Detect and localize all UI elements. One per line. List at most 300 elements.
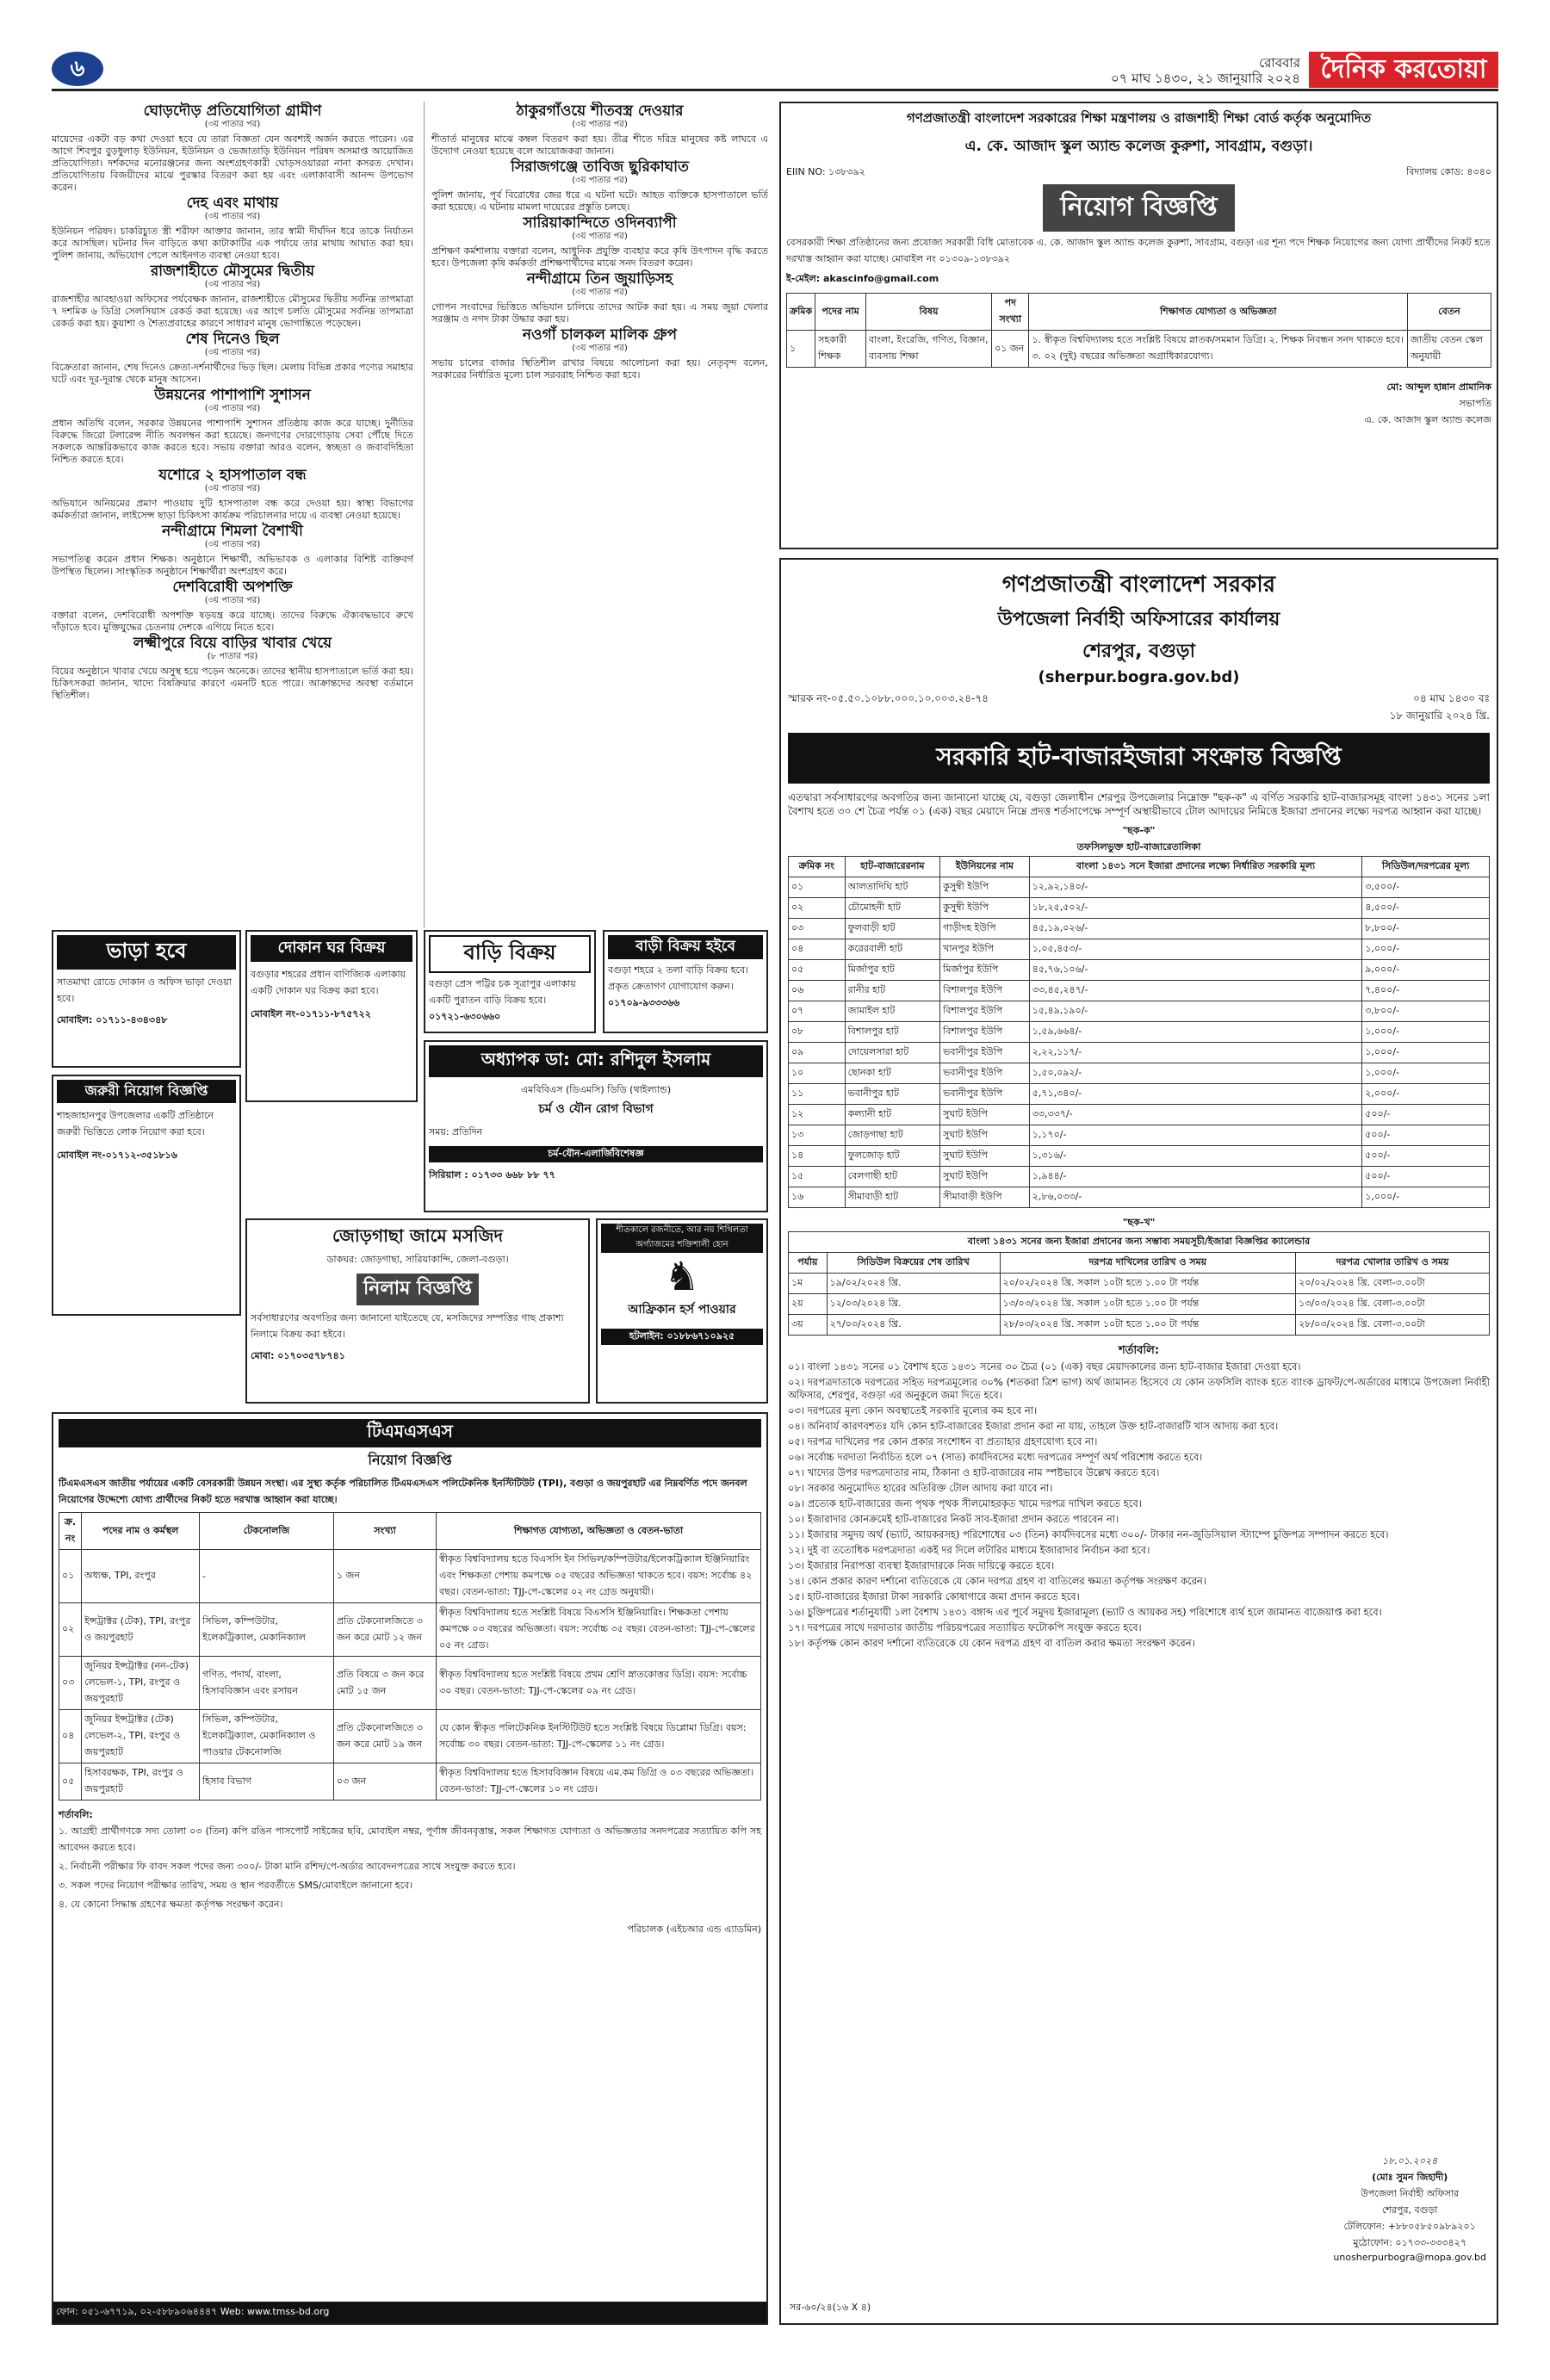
school-ad-body: বেসরকারী শিক্ষা প্রতিষ্ঠানের জন্য প্রযোজ্য সরকারী বিধি মোতাবেক এ. কে. আজাদ স্কুল অ্যান্ড কলেজ কুরুশা, সাবগ্রাম, বগুড়া এর শূন্য পদে শিক্ষক নিয়োগের জন্য যোগ্য প্রার্থীদের নিকট হতে দরখাস্ত আহ্বান করা যাচ্ছে। মোবাইল নং ০১৩০৯-১৩৮৩৯২	[786, 237, 1491, 264]
table-header-cell: শিক্ষাগত যোগ্যতা ও অভিজ্ঞতা	[1029, 294, 1408, 331]
ad-doctor	[424, 1040, 768, 1212]
uno-memo: স্মারক নং-০৫.৫০.১০৮৮.০০০.১০.০০৩.২৪-৭৪	[788, 692, 989, 704]
table-cell: ১	[787, 331, 815, 368]
table-header-cell: সংখ্যা	[333, 1513, 436, 1550]
table-cell: ১৩	[789, 1125, 846, 1146]
table-header-cell: ক্রমিক নং	[789, 857, 846, 877]
table-header-cell: বেতন	[1407, 294, 1491, 331]
table-cell: ১,০০০/-	[1362, 1063, 1490, 1084]
tmss-title: টিএমএসএস	[59, 1419, 761, 1447]
news-article	[52, 637, 413, 702]
news-title: রাজশাহীতে মৌসুমের দ্বিতীয়	[150, 263, 315, 280]
table-cell: ৫০০/-	[1362, 1167, 1490, 1187]
table-row	[789, 877, 1490, 898]
table-cell: ১,৩১৬/-	[1029, 1146, 1362, 1167]
school-table	[786, 293, 1491, 368]
news-subtitle: (৩য় পাতার পর)	[204, 280, 261, 289]
doctor-degree: এমবিবিএস (ডিএমসি) ডিডি (থাইল্যান্ড)	[520, 1084, 672, 1095]
ad-bari2-body: বগুড়া শহরে ২ তলা বাড়ি বিক্রয় হবে। প্রকৃত ক্রেতাগণ যোগাযোগ করুন।	[608, 964, 748, 992]
table-cell: প্রতি টেকনোলজিতে ৩ জন করে মোট ১৯ জন	[333, 1710, 436, 1763]
table-row	[789, 1084, 1490, 1105]
news-title: ঘোড়দৌড় প্রতিযোগিতা গ্রামীণ	[143, 102, 322, 120]
table-cell: ১,০০০/-	[1362, 939, 1490, 960]
news-body: সভাপতিত্ব করেন প্রধান শিক্ষক। অনুষ্ঠানে শিক্ষার্থী, অভিভাবক ও এলাকার বিশিষ্ট ব্যক্তিবর্গ উপস্থিত ছিলেন। সাংস্কৃতিক অনুষ্ঠানে শিক্ষার্থীরা অংশগ্রহণ করে।	[52, 554, 413, 577]
condition-item: ১৪। কোন প্রকার কারণ দর্শানো ব্যতিরেকে যে কোন দরপত্র গ্রহণ বা বাতিলের ক্ষমতা কর্তৃপক্ষ সংরক্ষণ করেন।	[788, 1575, 1206, 1587]
news-title: সারিয়াকান্দিতে ওদিনব্যাপী	[523, 214, 677, 232]
condition-item: ১৭। দরপত্রের সাথে দরদাতার জাতীয় পরিচয়পত্রের সত্যায়িত ফটোকপি সংযুক্ত করতে হবে।	[788, 1621, 1142, 1633]
table-row	[789, 1167, 1490, 1187]
uno-l1: গণপ্রজাতন্ত্রী বাংলাদেশ সরকার	[1001, 572, 1276, 598]
news-subtitle: (৩য় পাতার পর)	[204, 120, 261, 129]
header-date-text: ০৭ মাঘ ১৪৩০, ২১ জানুয়ারি ২০২৪	[1111, 71, 1300, 86]
table-cell: ১৫	[789, 1167, 846, 1187]
table-cell: সুঘাট ইউপি	[940, 1125, 1030, 1146]
news-body: প্রধান অতিথি বলেন, সরকার উন্নয়নের পাশাপাশি সুশাসন প্রতিষ্ঠায় কাজ করে যাচ্ছে। দুর্নীতির বিরুদ্ধে জিরো টলারেন্স নীতি অবলম্বন করা হয়েছে। জনগণের দোরগোড়ায় সেবা পৌঁছে দিতে সকলকে আন্তরিকভাবে কাজ করতে হবে। সভায় বক্তারা আরও বলেন, স্বচ্ছতা ও জবাবদিহিতা নিশ্চিত করতে হবে।	[52, 418, 413, 465]
tmss-sub: নিয়োগ বিজ্ঞপ্তি	[368, 1452, 452, 1468]
news-title: নওগাঁ চালকল মালিক গ্রুপ	[522, 326, 678, 344]
uno-ad	[779, 558, 1498, 2325]
condition-item: ০১। বাংলা ১৪৩১ সনের ০১ বৈশাখ হতে ১৪৩১ সনের ৩০ চৈত্র (০১ (এক) বছর মেয়াদকালের জন্য হাট-বাজার ইজারা দেওয়া হবে।	[788, 1360, 1301, 1373]
table-cell: সহকারী শিক্ষক	[815, 331, 866, 368]
uno-tableB	[788, 1231, 1490, 1336]
table-cell: ৩৩,৪৫,২৪৭/-	[1029, 981, 1362, 1001]
auction-sub: নিলাম বিজ্ঞপ্তি	[356, 1274, 479, 1305]
table-cell: ২,২২,১১৭/-	[1029, 1043, 1362, 1063]
auction-body: সর্বসাধারণের অবগতির জন্য জানানো যাইতেছে যে, মসজিদের সম্পত্তির গাছ প্রকাশ্য নিলামে বিক্রয় করা হইবে।	[251, 1312, 564, 1340]
uno-signer-role: উপজেলা নির্বাহী অফিসার	[1361, 2188, 1460, 2199]
news-body: বিয়ের অনুষ্ঠানে খাবার খেয়ে অসুস্থ হয়ে পড়েন অনেকে। তাদের স্থানীয় হাসপাতালে ভর্তি করা হয়। চিকিৎসকরা জানান, খাদ্যে বিষক্রিয়ার কারণে এমনটি হতে পারে। আক্রান্তদের অবস্থা বর্তমানে স্থিতিশীল।	[52, 666, 413, 701]
table-cell: অধ্যক্ষ, TPI, রংপুর	[82, 1550, 200, 1603]
table-cell: ২০/০২/২০২৪ খ্রি. বেলা-৩.০০টা	[1296, 1274, 1490, 1294]
tmss-ad	[52, 1412, 768, 2325]
table-cell: জাতীয় বেতন স্কেল অনুযায়ী	[1407, 331, 1491, 368]
news-col-1	[52, 102, 413, 928]
uno-conditions	[788, 1360, 1490, 1650]
news-article	[52, 469, 413, 522]
table-cell: ২,৮৬,০৩৩/-	[1029, 1187, 1362, 1208]
ad-jorurii-phone: মোবাইল নং-০১৭১২-৩৫১৮১৬	[57, 1150, 177, 1161]
table-row	[59, 1763, 761, 1800]
table-row	[789, 1294, 1490, 1315]
ad-bari2-phone: ০১৭০৯-৯৩৩৩৬৬	[608, 997, 680, 1008]
news-subtitle: (৩য় পাতার পর)	[204, 484, 261, 493]
ad-jorurii	[52, 1075, 241, 1316]
table-cell: ০৩	[789, 919, 846, 939]
tmss-conditions	[59, 1824, 761, 1913]
ad-dokan-phone: মোবাইল নং-০১৭১১-৮৭৫৭২২	[251, 1008, 371, 1020]
table-cell: ২৭/০৩/২০২৪ খ্রি.	[827, 1315, 1000, 1336]
table-cell: ১৫,৪৯,১৯০/-	[1029, 1001, 1362, 1022]
ad-bari-bikroy-2	[603, 930, 768, 1033]
school-signer-role: সভাপতি	[1459, 398, 1491, 409]
table-row	[789, 919, 1490, 939]
uno-signer-place: শেরপুর, বগুড়া	[1381, 2204, 1438, 2216]
table-cell: ১ জন	[333, 1550, 436, 1603]
tmss-signer: পরিচালক (এইচআর এন্ড এ্যাডমিন)	[627, 1924, 761, 1935]
table-row	[789, 1125, 1490, 1146]
table-header-cell: হাট-বাজারেরনাম	[845, 857, 940, 877]
table-cell: ০৫	[789, 960, 846, 981]
tmss-footer: ফোন: ০৫১-৬৭৭১৯, ০২-৫৮৮৯০৬৪৪৪৭ Web: www.tmss-bd.org	[53, 2302, 766, 2323]
table-cell: সিভিল, কম্পিউটার, ইলেকট্রিক্যাল, মেকানিক্যাল	[200, 1603, 334, 1657]
table-cell: ০১	[789, 877, 846, 898]
table-cell: -	[200, 1550, 334, 1603]
uno-l4: (sherpur.bogra.gov.bd)	[1038, 668, 1240, 686]
table-cell: ১,৫০,০৯২/-	[1029, 1063, 1362, 1084]
table-cell: জুনিয়র ইন্সট্রাক্টর (নন-টেক) লেভেল-১, TPI, রংপুর ও জয়পুরহাট	[82, 1657, 200, 1710]
table-row	[59, 1603, 761, 1657]
news-list-a	[52, 102, 413, 702]
horse-icon: ♞	[664, 1253, 700, 1299]
table-cell: ১,১৭০/-	[1029, 1125, 1362, 1146]
table-header-cell: বিষয়	[865, 294, 991, 331]
condition-item: ১৬। চুক্তিপত্রের শর্তানুযায়ী ১লা বৈশাখ ১৪৩১ বঙ্গাব্দ এর পূর্বে সমুদয় ইজারামূল্য (ভ্যাট ও আয়কর সহ) পরিশোধে ব্যর্থ হলে জামানত বাজেয়াপ্ত করা হবে।	[788, 1606, 1382, 1618]
news-title: ঠাকুরগাঁওয়ে শীতবস্ত্র দেওয়ার	[516, 102, 684, 120]
news-subtitle: (৩য় পাতার পর)	[204, 596, 261, 605]
table-cell: ভবানীপুর হাট	[845, 1084, 940, 1105]
table-cell: ৩য়	[789, 1315, 828, 1336]
table-row	[789, 898, 1490, 919]
table-cell: ০৩ জন	[333, 1763, 436, 1800]
condition-item: ১৫। হাট-বাজারের ইজারা টাকা সরকারি কোষাগারে জমা প্রদান করতে হবে।	[788, 1590, 1080, 1602]
table-cell: ১২/০৩/২০২৪ খ্রি.	[827, 1294, 1000, 1315]
table-cell: সীমাবাড়ী হাট	[845, 1187, 940, 1208]
table-cell: বিশালপুর ইউপি	[940, 1001, 1030, 1022]
school-ad-title: নিয়োগ বিজ্ঞপ্তি	[1043, 184, 1234, 232]
table-row	[59, 1710, 761, 1763]
table-cell: বিশালপুর হাট	[845, 1022, 940, 1043]
table-cell: ৭,৪০০/-	[1362, 981, 1490, 1001]
news-body: বিক্রেতারা জানান, শেষ দিনেও ক্রেতা-দর্শনার্থীদের ভিড় ছিল। মেলায় বিভিন্ন প্রকার পণ্যের সমাহার ঘটে এবং দূর-দূরান্ত থেকে মানুষ আসেন।	[52, 362, 413, 385]
news-title: দেহ এবং মাথায়	[186, 195, 279, 212]
table-cell: মির্জাপুর হাট	[845, 960, 940, 981]
school-signer-org: এ. কে. আজাদ স্কুল অ্যান্ড কলেজ	[1364, 414, 1491, 425]
table-cell: জোড়গাছা হাট	[845, 1125, 940, 1146]
news-article	[52, 333, 413, 386]
school-table-head	[787, 294, 1491, 331]
table-cell: সিভিল, কম্পিউটার, ইলেকট্রিক্যাল, মেকানিক্যাল ও পাওয়ার টেকনোলজি	[200, 1710, 334, 1763]
ad-horse	[596, 1218, 768, 1404]
page-header	[52, 52, 1498, 91]
table-cell: খানপুর ইউপি	[940, 939, 1030, 960]
table-cell: প্রতি বিষয়ে ৩ জন করে মোট ১৫ জন	[333, 1657, 436, 1710]
news-article	[52, 265, 413, 330]
page-number: ৬	[52, 52, 103, 86]
condition-item: ০৭। খাদ্যের উপর দরপত্রদাতার নাম, ঠিকানা ও হাট-বাজারের নাম স্পষ্টভাবে উল্লেখ করতে হবে।	[788, 1466, 1160, 1478]
news-article	[52, 389, 413, 466]
table-header-cell: পদের নাম ও কর্মস্থল	[82, 1513, 200, 1550]
table-cell: ১ম	[789, 1274, 828, 1294]
auction-title: জোড়গাছা জামে মসজিদ	[332, 1225, 504, 1246]
condition-item: ১১। ইজারার সমুদয় অর্থ (ভ্যাট, আয়করসহ) পরিশোধের ০৩ (তিন) কার্যদিবসের মধ্যে ৩০০/- টাকার নন-জুডিসিয়াল স্ট্যাম্পে চুক্তিপত্র সম্পাদন করতে হবে।	[788, 1528, 1389, 1540]
table-row	[789, 1146, 1490, 1167]
news-article	[52, 581, 413, 634]
table-cell: ০২	[789, 898, 846, 919]
ad-dokan-body: বগুড়ার শহরের প্রধান বাণিজ্যিক এলাকায় একটি দোকান ঘর বিক্রয় করা হবে।	[251, 969, 406, 996]
news-body: শীতার্ত মানুষের মাঝে কম্বল বিতরণ করা হয়। তীব্র শীতে দরিদ্র মানুষের কষ্ট লাঘবে এ উদ্যোগ নেওয়া হয়েছে বলে আয়োজকরা জানান।	[431, 133, 768, 157]
table-cell: ইন্সট্রাক্টর (টেক), TPI, রংপুর ও জয়পুরহাট	[82, 1603, 200, 1657]
news-article	[431, 326, 768, 381]
news-article	[431, 158, 768, 214]
table-cell: বিশালপুর ইউপি	[940, 981, 1030, 1001]
condition-item: ০৫। দরপত্র দাখিলের পর কোন প্রকার সংশোধন বা প্রত্যাহার গ্রহণযোগ্য হবে না।	[788, 1435, 1098, 1447]
table-cell: ভবানীপুর ইউপি	[940, 1084, 1030, 1105]
table-cell: ১০	[789, 1063, 846, 1084]
table-header-cell: পদের নাম	[815, 294, 866, 331]
table-cell: ৩,৫০০/-	[1362, 877, 1490, 898]
table-header-cell: সিডিউল বিক্রয়ের শেষ তারিখ	[827, 1253, 1000, 1274]
school-signer-name: মো: আব্দুল হান্নান প্রামানিক	[1386, 381, 1491, 393]
uno-intro: এতদ্বারা সর্বসাধারণের অবগতির জন্য জানানো যাচ্ছে যে, বগুড়া জেলাধীন শেরপুর উপজেলার নিম্নোক্ত "ছক-ক" এ বর্ণিত সরকারি হাট-বাজারসমূহ বাংলা ১৪৩১ সনের ১লা বৈশাখ হতে ৩০ শে চৈত্র পর্যন্ত ০১ (এক) বছর মেয়াদে নিম্নে প্রদত্ত শর্তসাপেক্ষে সম্পূর্ণ অস্থায়ীভাবে টোল আদায়ের নিমিত্তে ইজারা প্রদানের লক্ষ্যে দরপত্র আহ্বান করা যাচ্ছে।	[788, 791, 1490, 817]
uno-tableA-head	[789, 857, 1490, 877]
uno-dates	[1390, 691, 1490, 726]
news-article	[52, 525, 413, 578]
table-cell: জামাইল হাট	[845, 1001, 940, 1022]
table-cell: বিশালপুর ইউপি	[940, 1022, 1030, 1043]
news-subtitle: (৩য় পাতার পর)	[204, 212, 261, 221]
table-cell: বাংলা, ইংরেজি, গণিত, বিজ্ঞান, ব্যবসায় শিক্ষা	[865, 331, 991, 368]
table-header-cell: সিডিউল/দরপত্রের মূল্য	[1362, 857, 1490, 877]
table-cell: ১,৯৪৪/-	[1029, 1167, 1362, 1187]
tmss-table	[59, 1512, 761, 1800]
horse-title: আফ্রিকান হর্স পাওয়ার	[628, 1303, 736, 1317]
table-cell: প্রতি টেকনোলজিতে ৩ জন করে মোট ১২ জন	[333, 1603, 436, 1657]
table-cell: ৮,৮০০/-	[1362, 919, 1490, 939]
table-cell: আলতাদিঘি হাট	[845, 877, 940, 898]
table-cell: ০৩	[59, 1657, 82, 1710]
condition-item: ১২। দুই বা ততোধিক দরপত্রদাতা একই দর দিলে লটারির মাধ্যমে ইজারাদার নির্বাচন করা হবে।	[788, 1544, 1150, 1556]
news-article	[52, 197, 413, 262]
news-body: অভিযানে অনিয়মের প্রমাণ পাওয়ায় দুটি হাসপাতাল বন্ধ করে দেওয়া হয়। স্বাস্থ্য বিভাগের কর্মকর্তারা জানান, লাইসেন্স ছাড়া চিকিৎসা কার্যক্রম পরিচালনার দায়ে এ ব্যবস্থা নেওয়া হয়েছে।	[52, 498, 413, 521]
news-subtitle: (৩য় পাতার পর)	[572, 176, 628, 185]
table-cell: ৪৫,৭৬,১০৬/-	[1029, 960, 1362, 981]
table-cell: স্বীকৃত বিশ্ববিদ্যালয় হতে হিসাববিজ্ঞান বিষয়ে এম.কম ডিগ্রি ও ০৩ বছরের অভিজ্ঞতা। বেতন-ভাতা: TJJ-পে-স্কেলের ১০ নং গ্রেড।	[437, 1763, 761, 1800]
table-cell: করেরবালী হাট	[845, 939, 940, 960]
news-body: ইউনিয়ন পরিষদ। চাকরিচ্যুত স্ত্রী শরীফা আক্তার জানান, তার স্বামী দীর্ঘদিন ধরে তাকে নির্যাতন করে আসছিল। ঘটনার দিন বাড়িতে কথা কাটাকাটির এক পর্যায়ে তার মাথায় আঘাত করা হয়। পুলিশ জানায়, অভিযোগ পেলে আইনগত ব্যবস্থা নেওয়া হবে।	[52, 226, 413, 261]
table-cell: ছোনকা হাট	[845, 1063, 940, 1084]
table-row	[789, 960, 1490, 981]
school-ad	[779, 102, 1498, 549]
table-row	[789, 1063, 1490, 1084]
doctor-phone: সিরিয়াল : ০১৭৩৩ ৬৬৮ ৮৮ ৭৭	[429, 1169, 555, 1181]
table-cell: সুঘাট ইউপি	[940, 1167, 1030, 1187]
horse-phone: হটলাইন: ০১৮৮৬৭১০৯২৫	[601, 1329, 763, 1345]
table-cell: ১১	[789, 1084, 846, 1105]
school-signer	[786, 380, 1491, 429]
news-article	[52, 102, 413, 194]
doctor-spec: চর্ম-যৌন-এলার্জিবিশেষজ্ঞ	[429, 1146, 763, 1162]
school-eiin: EIIN NO: ১৩৮৩৯২	[786, 166, 865, 177]
table-cell: জুনিয়র ইন্সট্রাক্টর (টেক) লেভেল-২, TPI, রংপুর ও জয়পুরহাট	[82, 1710, 200, 1763]
table-row	[789, 1043, 1490, 1063]
table-cell: ১৮,২৫,৫০২/-	[1029, 898, 1362, 919]
ad-vara	[52, 930, 241, 1068]
school-title-wrap	[786, 184, 1491, 232]
uno-mobile: মুঠোফোন: ০১৭৩৩-৩৩৩৪২৭	[1353, 2237, 1467, 2248]
table-cell: ২০/০২/২০২৪ খ্রি. সকাল ১০টা হতে ১.০০ টা পর্যন্ত	[1000, 1274, 1296, 1294]
table-cell: ৪,৫০০/-	[1362, 898, 1490, 919]
condition-item: ০৪। অনিবার্য কারণবশতঃ যদি কোন হাট-বাজারের ইজারা প্রদান করা না যায়, তাহলে উক্ত হাট-বাজারটি খাস আদায় করা হবে।	[788, 1420, 1279, 1432]
table-cell: ০৪	[789, 939, 846, 960]
news-article	[431, 270, 768, 325]
uno-signer	[1333, 2154, 1486, 2263]
table-cell: বেলগাছী হাট	[845, 1167, 940, 1187]
news-subtitle: (৩য় পাতার পর)	[572, 120, 628, 129]
uno-ref: সর-৬০/২৪(১৬ X ৪)	[790, 2302, 871, 2313]
table-cell: ১,৫৯,৬৬৪/-	[1029, 1022, 1362, 1043]
school-ad-top: গণপ্রজাতন্ত্রী বাংলাদেশ সরকারের শিক্ষা মন্ত্রণালয় ও রাজশাহী শিক্ষা বোর্ড কর্তৃক অনুমোদিত	[906, 110, 1372, 126]
uno-date1: ০৪ মাঘ ১৪৩০ বঃ	[1413, 692, 1490, 704]
news-subtitle: (৩য় পাতার পর)	[204, 540, 261, 549]
news-article	[431, 214, 768, 270]
news-body: বক্তারা বলেন, দেশবিরোধী অপশক্তি ষড়যন্ত্র করে যাচ্ছে। তাদের বিরুদ্ধে ঐক্যবদ্ধভাবে রুখে দাঁড়াতে হবে। মুক্তিযুদ্ধের চেতনায় দেশকে এগিয়ে নিতে হবে।	[52, 610, 413, 633]
news-title: উন্নয়নের পাশাপাশি সুশাসন	[154, 387, 311, 404]
table-cell: ০৮	[789, 1022, 846, 1043]
table-cell: ৫,৭১,৩৪০/-	[1029, 1084, 1362, 1105]
uno-sign-date: ১৮.০১.২০২৪	[1382, 2155, 1438, 2166]
table-cell: ৩,৮০০/-	[1362, 1001, 1490, 1022]
auction-sub-wrap	[251, 1274, 585, 1305]
table-row	[789, 981, 1490, 1001]
table-cell: সুঘাট ইউপি	[940, 1105, 1030, 1125]
table-cell: হিসাব বিভাগ	[200, 1763, 334, 1800]
table-cell: ফুলজোড় হাট	[845, 1146, 940, 1167]
condition-item: ২. নির্বাচনী পরীক্ষার ফি বাবদ সকল পদের জন্য ৩০০/- টাকা মানি রশিদ/পে-অর্ডার আবেদনপত্রের সাথে সংযুক্ত করতে হবে।	[59, 1861, 516, 1872]
condition-item: ০৬। সর্বোচ্চ দরদাতা নির্বাচিত হলে ০৭ (সাত) কার্যদিবসের মধ্যে দরপত্রের সম্পূর্ণ অর্থ পরিশোধ করতে হবে।	[788, 1451, 1203, 1463]
ad-bari-phone: ০১৭২১-৬৩০৬৬০	[429, 1011, 501, 1022]
school-table-row	[787, 331, 1491, 368]
table-cell: ০৯	[789, 1043, 846, 1063]
table-cell: রানীর হাট	[845, 981, 940, 1001]
news-title: সিরাজগঞ্জে তাবিজ ছুরিকাঘাত	[511, 158, 689, 176]
ad-bari-body: বগুড়া প্রেস পট্টির চক সূত্রাপুর এলাকায় একটি পুরাতন বাড়ি বিক্রয় হবে।	[429, 978, 576, 1006]
tmss-table-body	[59, 1550, 761, 1800]
school-name: এ. কে. আজাদ স্কুল অ্যান্ড কলেজ কুরুশা, সাবগ্রাম, বগুড়া।	[964, 138, 1313, 155]
table-cell: ২য়	[789, 1294, 828, 1315]
uno-email: unosherpurbogra@mopa.gov.bd	[1333, 2252, 1486, 2263]
condition-item: ১. আগ্রহী প্রার্থীগণকে সদ্য তোলা ০৩ (তিন) কপি রঙিন পাসপোর্ট সাইজের ছবি, মোবাইল নম্বর, পূর্ণাঙ্গ জীবনবৃত্তান্ত, সকল শিক্ষাগত যোগ্যতা ও অভিজ্ঞতার সনদপত্রের সত্যায়িত কপি সহ আবেদন করতে হবে।	[59, 1825, 761, 1853]
condition-item: ৪. যে কোনো সিদ্ধান্ত গ্রহণের ক্ষমতা কর্তৃপক্ষ সংরক্ষণ করেন।	[59, 1899, 283, 1910]
news-title: নন্দীগ্রামে তিন জুয়াড়িসহ	[526, 270, 673, 288]
table-header-cell: শিক্ষাগত যোগ্যতা, অভিজ্ঞতা ও বেতন-ভাতা	[437, 1513, 761, 1550]
table-cell: গণিত, পদার্থ, বাংলা, হিসাববিজ্ঞান এবং রসায়ন	[200, 1657, 334, 1710]
table-cell: ১৯/০২/২০২৪ খ্রি.	[827, 1274, 1000, 1294]
table-cell: দোয়েলসারা হাট	[845, 1043, 940, 1063]
table-row	[789, 1105, 1490, 1125]
school-ad-email: ই-মেইল: akascinfo@gmail.com	[786, 273, 939, 284]
news-body: মায়েদের একটা বড় কথা দেওয়া হবে যে তারা বিজ্ঞতা যেন অবশ্যই অর্জন করতে পারেন। এর আগে শিবপুর বুড়ধুলাড় ইউনিয়ন, ইউনিয়ন ও ভেজাতাড়ি ইউনিয়ন পরিষদ অসমাপ্ত আয়োজিত প্রতিযোগিতা। দর্শকদের মনোরঞ্জনের জন্য অংশগ্রহণকারী ঘোড়সওয়াররা নানা কসরত দেখান। প্রতিযোগিতায় বিজয়ীদের মাঝে পুরস্কার বিতরণ করা হয় এবং এলাকাবাসী আনন্দ উপভোগ করেন।	[52, 133, 413, 193]
table-cell: ১৬	[789, 1187, 846, 1208]
ad-jorurii-body: শাহজাহানপুর উপজেলার একটি প্রতিষ্ঠানে জরুরী ভিত্তিতে লোক নিয়োগ করা হবে।	[57, 1110, 214, 1137]
table-cell: ভবানীপুর ইউপি	[940, 1043, 1030, 1063]
uno-tableA-title: "ছক-ক"	[1122, 825, 1156, 836]
auction-loc: ডাকঘর: জোড়গাছা, সারিয়াকান্দি, জেলা-বগুড়া।	[326, 1254, 509, 1265]
table-cell: ৪৫,১৯,০২৬/-	[1029, 919, 1362, 939]
table-cell: ০২	[59, 1603, 82, 1657]
uno-tableB-body	[789, 1274, 1490, 1336]
table-cell: ১,০০০/-	[1362, 1043, 1490, 1063]
condition-item: ০২। দরপত্রদাতাকে দরপত্রের সহিত দরপত্রমূল্যের ৩০% (শতকরা ত্রিশ ভাগ) অর্থ জামানত হিসেবে যে কোন তফসিলি ব্যাংক হতে ব্যাংক ড্রাফট/পে-অর্ডারের মাধ্যমে উপজেলা নির্বাহী অফিসার, শেরপুর, বগুড়া এর অনুকূলে জমা দিতে হবে।	[788, 1376, 1490, 1401]
table-cell: ২৮/০৩/২০২৪ খ্রি. সকাল ১০টা হতে ১.০০ টা পর্যন্ত	[1000, 1315, 1296, 1336]
header-day: রোববার	[1259, 55, 1300, 71]
news-title: শেষ দিনেও ছিল	[185, 331, 280, 348]
news-title: লক্ষ্মীপুরে বিয়ে বাড়ির খাবার খেয়ে	[133, 635, 332, 652]
news-title: নন্দীগ্রামে শিমলা বৈশাখী	[162, 523, 303, 540]
table-header-cell: ইউনিয়নের নাম	[940, 857, 1030, 877]
table-cell: মির্জাপুর ইউপি	[940, 960, 1030, 981]
table-cell: ০১	[59, 1550, 82, 1603]
news-title: যশোরে ২ হাসপাতাল বন্ধ	[158, 467, 307, 484]
table-cell: ১৩/০৩/২০২৪ খ্রি. সকাল ১০টা হতে ১.০০ টা পর্যন্ত	[1000, 1294, 1296, 1315]
news-article	[431, 102, 768, 158]
table-row	[789, 939, 1490, 960]
uno-date2: ১৮ জানুয়ারি ২০২৪ খ্রি.	[1389, 710, 1490, 722]
ad-dokan	[245, 930, 418, 1102]
condition-item: ০৮। সরকার অনুমোদিত হারের অতিরিক্ত টোল আদায় করা যাবে না।	[788, 1482, 1053, 1494]
condition-item: ১৮। কর্তৃপক্ষ কোন কারণ দর্শানো ব্যতিরেকে যে কোন দরপত্র গ্রহণ বা বাতিল করার ক্ষমতা সংরক্ষণ করেন।	[788, 1637, 1195, 1649]
news-body: পুলিশ জানায়, পূর্ব বিরোধের জের ধরে এ ঘটনা ঘটে। আহত ব্যক্তিকে হাসপাতালে ভর্তি করা হয়েছে। এ ঘটনায় মামলা দায়েরের প্রস্তুতি চলছে।	[431, 189, 768, 213]
uno-tableB-head	[789, 1253, 1490, 1274]
table-cell: স্বীকৃত বিশ্ববিদ্যালয় হতে বিএসসি ইন সিভিল/কম্পিউটার/ইলেকট্রিক্যাল ইঞ্জিনিয়ারিং এবং শিক্ষকতা পেশায় কমপক্ষে ০৫ বছরের অভিজ্ঞতা থাকতে হবে। বয়স: সর্বোচ্চ ৪২ বছর। বেতন-ভাতা: TJJ-পে-স্কেলের ০২ নং গ্রেড অনুযায়ী।	[437, 1550, 761, 1603]
table-header-cell: পর্যায়	[789, 1253, 828, 1274]
school-codes	[786, 164, 1491, 181]
ad-vara-title: ভাড়া হবে	[57, 935, 236, 970]
news-body: প্রশিক্ষণ কর্মশালায় বক্তারা বলেন, আধুনিক প্রযুক্তি ব্যবহার করে কৃষি উৎপাদন বৃদ্ধি করতে হবে। উপজেলা কৃষি কর্মকর্তা প্রশিক্ষণার্থীদের মাঝে সনদ বিতরণ করেন।	[431, 245, 768, 269]
condition-item: ১০। ইজারাদার কোনক্রমেই হাট-বাজারের নিকট সাব-ইজারা প্রদান করতে পারবেন না।	[788, 1513, 1119, 1525]
table-cell: ৫০০/-	[1362, 1146, 1490, 1167]
table-cell: ৩৩,৩৩৭/-	[1029, 1105, 1362, 1125]
table-cell: ১৩/০৩/২০২৪ খ্রি. বেলা-৩.০০টা	[1296, 1294, 1490, 1315]
table-cell: ফুলবাড়ী হাট	[845, 919, 940, 939]
table-cell: ০৬	[789, 981, 846, 1001]
table-row	[789, 1001, 1490, 1022]
table-cell: ০৪	[59, 1710, 82, 1763]
table-cell: হিসাবরক্ষক, TPI, রংপুর ও জয়পুরহাট	[82, 1763, 200, 1800]
table-row	[789, 1315, 1490, 1336]
table-header-cell: ক্র. নং	[59, 1513, 82, 1550]
table-cell: কুসুম্বী ইউপি	[940, 898, 1030, 919]
news-col-2	[424, 102, 768, 928]
ad-bari-title: বাড়ি বিক্রয়	[429, 935, 591, 973]
table-header-cell: দরপত্র দাখিলের তারিখ ও সময়	[1000, 1253, 1296, 1274]
ad-dokan-title: দোকান ঘর বিক্রয়	[251, 935, 412, 962]
table-row	[789, 1274, 1490, 1294]
table-cell: ২৮/০৩/২০২৪ খ্রি. বেলা-৩.০০টা	[1296, 1315, 1490, 1336]
table-cell: চৌমোহনী হাট	[845, 898, 940, 919]
table-row	[59, 1657, 761, 1710]
table-header-cell: বাংলা ১৪৩১ সনে ইজারা প্রদানের লক্ষ্যে নির্ধারিত সরকারি মূল্য	[1029, 857, 1362, 877]
table-cell: ০৭	[789, 1001, 846, 1022]
uno-cond-title: শর্তাবলি:	[1118, 1344, 1160, 1357]
news-body: সভায় চালের বাজার স্থিতিশীল রাখার বিষয়ে আলোচনা করা হয়। নেতৃবৃন্দ বলেন, সরকারের নির্ধারিত মূল্যে চাল সরবরাহ নিশ্চিত করা হবে।	[431, 357, 768, 381]
table-cell: ১২,৯২,১৪০/-	[1029, 877, 1362, 898]
table-cell: ৫০০/-	[1362, 1105, 1490, 1125]
condition-item: ০৩। দরপত্রের মূল্য কোন অবস্থাতেই সরকারি মূল্যের কম হবে না।	[788, 1404, 1038, 1416]
tmss-conditions-title: শর্তাবলি:	[59, 1809, 93, 1820]
tmss-intro: টিএমএসএস জাতীয় পর্যায়ের একটি বেসরকারী উন্নয়ন সংস্থা। এর সুস্থ্য কর্তৃক পরিচালিত টিএমএসএস পলিটেকনিক ইনস্টিটিউট (TPI), বগুড়া ও জয়পুরহাট এর নিম্নবর্ণিত পদে জনবল নিয়োগের উদ্দেশ্যে যোগ্য প্রার্থীদের নিকট হতে দরখাস্ত আহ্বান করা যাচ্ছে।	[59, 1478, 747, 1505]
news-list-b	[431, 102, 768, 381]
condition-item: ৩. সকল পদের নিয়োগ পরীক্ষার তারিখ, সময় ও স্থান পরবর্তীতে SMS/মোবাইলে জানানো হবে।	[59, 1880, 413, 1891]
tmss-table-head	[59, 1513, 761, 1550]
table-cell: ভবানীপুর ইউপি	[940, 1063, 1030, 1084]
uno-title: সরকারি হাট-বাজারইজারা সংক্রান্ত বিজ্ঞপ্তি	[788, 733, 1490, 784]
ad-bari2-title: বাড়ী বিক্রয় হইবে	[608, 935, 763, 959]
news-subtitle: (৩য় পাতার পর)	[204, 348, 261, 357]
news-subtitle: (৩য় পাতার পর)	[572, 344, 628, 353]
news-subtitle: (৮ পাতার পর)	[207, 652, 258, 661]
table-header-cell: টেকনোলজি	[200, 1513, 334, 1550]
table-cell: ১২	[789, 1105, 846, 1125]
